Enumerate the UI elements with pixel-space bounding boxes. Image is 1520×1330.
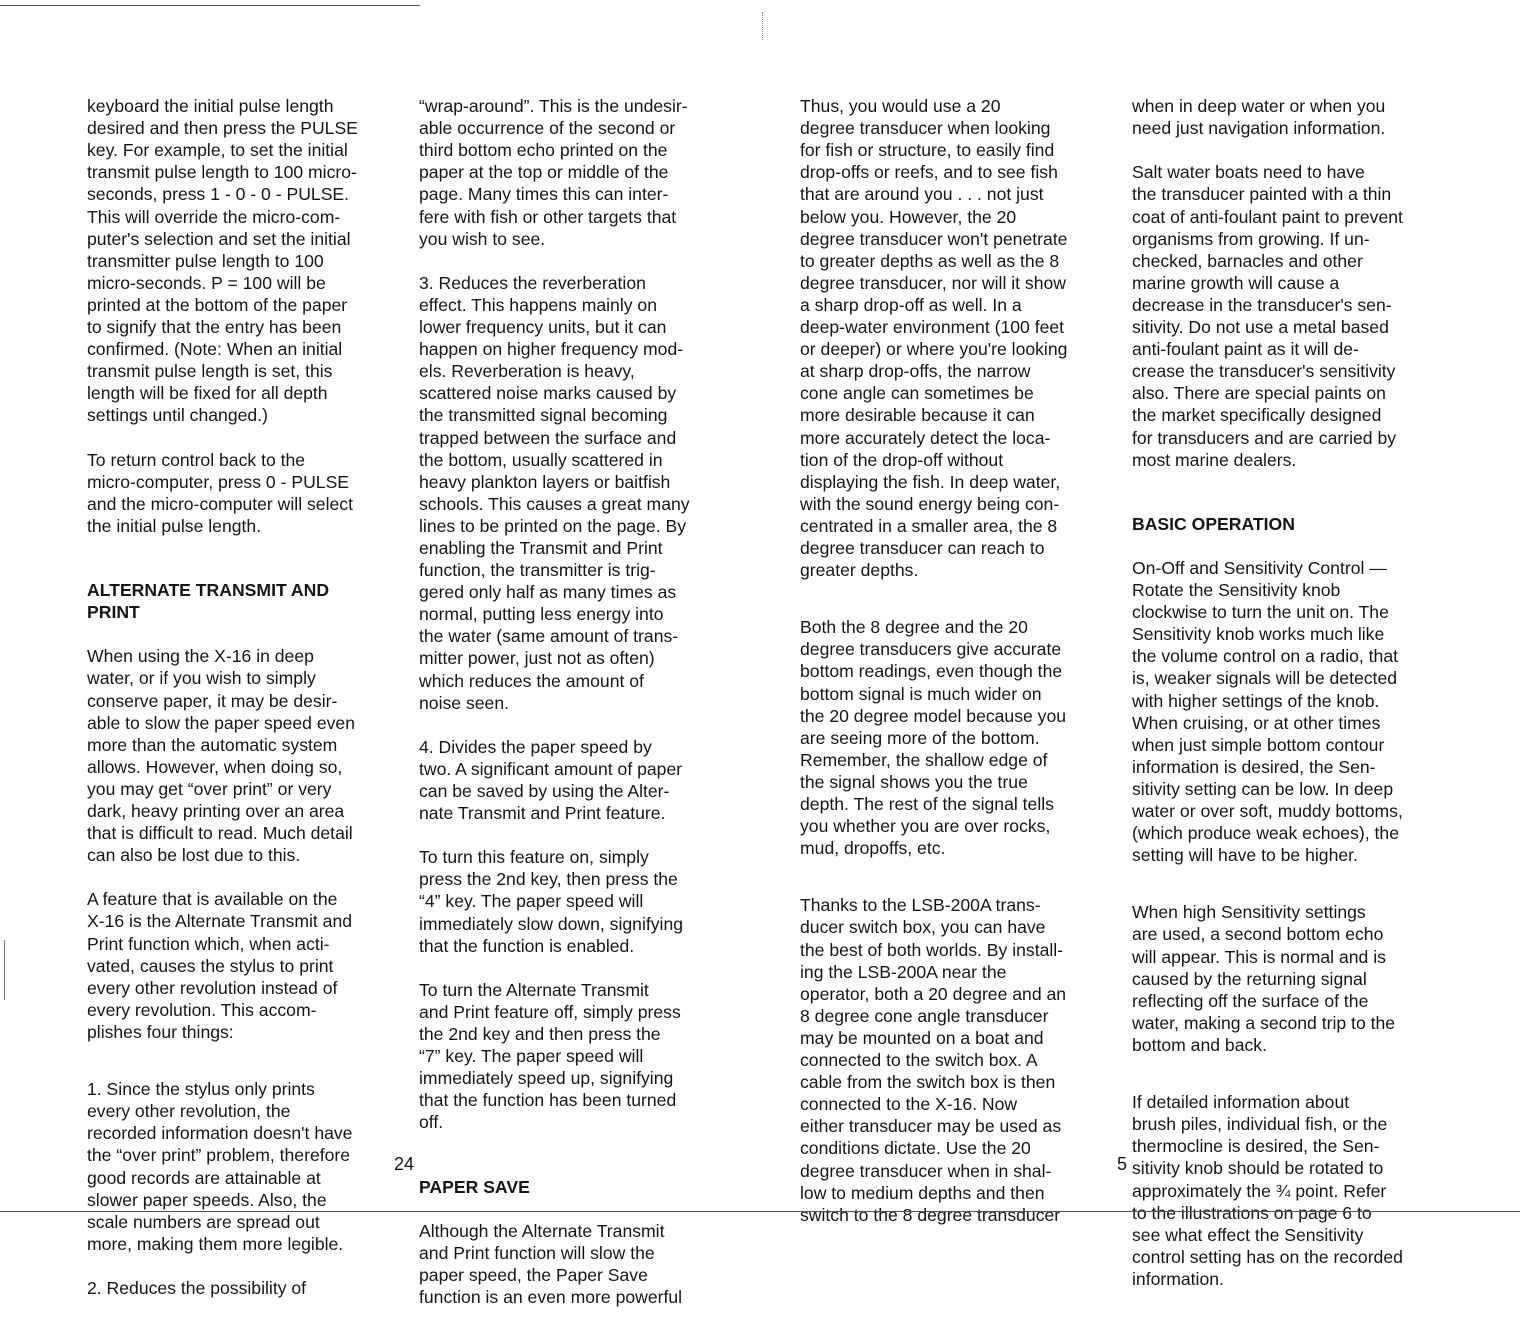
paragraph-pulse-length: keyboard the initial pulse length desired and then press the PULSE key. For example, to set the initial transmit pulse length to 100 micro- seconds, press 1 - 0 - 0 - PULSE. This will override the micro-com- puter's selection and set the initial transmitter pulse length to 100 micro-seconds. P = 100 will be printed at the bottom of the paper to signify that the entry has been confirmed. (Note: When an initial transmit pulse length is set, this length will be fixed for all depth settings until changed.) — [87, 96, 358, 426]
paragraph-paper-save: Although the Alternate Transmit and Print function will slow the paper speed, the Paper Save function is an even more powerful — [419, 1220, 683, 1308]
scan-edge-left — [4, 940, 5, 1000]
page-number-right: 5 — [1117, 1154, 1128, 1174]
paragraph-return-control: To return control back to the micro-computer, press 0 - PULSE and the micro-computer will select the initial pulse length. — [87, 449, 353, 536]
left-page-column-2 — [419, 73, 729, 1330]
paragraph-deep-water: When using the X-16 in deep water, or if you wish to simply conserve paper, it may be desir- able to slow the paper speed even more than the automatic system allows. However, when doing so, you may get “over print” or very dark, heavy printing over an area that is difficult to read. Much detail can also be lost due to this. — [87, 646, 356, 866]
paragraph-both-transducers: Both the 8 degree and the 20 degree transducers give accurate bottom readings, even though the bottom signal is much wider on the 20 degree model because you are seeing more of the bottom. Remember, the shallow edge of the signal shows you the true depth. The rest of the signal tells you whether you are over rocks, mud, dropoffs, etc. — [800, 617, 1067, 859]
paragraph-feature-available: A feature that is available on the X-16 is the Alternate Transmit and Print function which, when acti- vated, causes the stylus to print every other revolution instead of every revolution. This accom- plishes four things: — [87, 889, 353, 1042]
left-page-column-1 — [87, 73, 397, 1321]
page-number-left: 24 — [394, 1154, 415, 1174]
paragraph-item-4: 4. Divides the paper speed by two. A significant amount of paper can be saved by using the Alter- nate Transmit and Print feature. — [419, 736, 683, 824]
paragraph-item-1: 1. Since the stylus only prints every other revolution, the recorded information doesn't have the “over print” problem, therefore good records are attainable at slower paper speeds. Also, the scale numbers are spread out more, making them more legible. — [87, 1079, 353, 1254]
paragraph-switch-box: Thanks to the LSB-200A trans- ducer switch box, you can have the best of both worlds. By install- ing the LSB-200A near the operator, both a 20 degree and an 8 degree cone angle transducer may be mounted on a boat and connected to the switch box. A cable from the switch box is then connected to the X-16. Now either transducer may be used as conditions dictate. Use the 20 degree transducer when in shal- low to medium depths and then switch to the 8 degree transducer — [800, 895, 1067, 1225]
paragraph-wrap-around: “wrap-around”. This is the undesir- able occurrence of the second or third bottom echo printed on the paper at the top or middle of the page. Many times this can inter- fere with fish or other targets that you wish to see. — [419, 96, 688, 249]
right-page-column-2 — [1132, 73, 1442, 1312]
right-page-column-1 — [800, 73, 1110, 1248]
paragraph-item-3: 3. Reduces the reverberation effect. This happens mainly on lower frequency units, but it can happen on higher frequency mod- els. Reverberation is heavy, scattered noise marks caused by the transmitted signal becoming trapped between the surface and the bottom, usually scattered in heavy plankton layers or baitfish schools. This causes a great many lines to be printed on the page. By enabling the Transmit and Print function, the transmitter is trig- gered only half as many times as normal, putting less energy into the water (same amount of trans- mitter power, just not as often) which reduces the amount of noise seen. — [419, 272, 690, 713]
heading-alternate-transmit: ALTERNATE TRANSMIT AND PRINT — [87, 580, 330, 623]
scan-edge-bottom — [0, 1211, 1520, 1212]
heading-basic-operation: BASIC OPERATION — [1132, 513, 1295, 534]
scan-edge-top — [0, 5, 420, 6]
page-fold-mark — [762, 12, 763, 40]
paragraph-item-2-start: 2. Reduces the possibility of — [87, 1277, 307, 1298]
paragraph-20-degree: Thus, you would use a 20 degree transducer when looking for fish or structure, to easily find drop-offs or reefs, and to see fish that are around you . . . not just below you. However, the 20 degree transducer won't penetrate to greater depths as well as the 8 degree transducer, nor will it show a sharp drop-off as well. In a deep-water environment (100 feet or deeper) or where you're looking at sharp drop-offs, the narrow cone angle can sometimes be more desirable because it can more accurately detect the loca- tion of the drop-off without displaying the fish. In deep water, with the sound energy being con- centrated in a smaller area, the 8 degree transducer can reach to greater depths. — [800, 96, 1068, 581]
paragraph-second-echo: When high Sensitivity settings are used, a second bottom echo will appear. This is normal and is caused by the returning signal reflecting off the surface of the water, making a second trip to the bottom and back. — [1132, 902, 1396, 1055]
paragraph-sensitivity-control: On-Off and Sensitivity Control — Rotate the Sensitivity knob clockwise to turn the unit on. The Sensitivity knob works much like the volume control on a radio, that is, weaker signals will be detected with higher settings of the knob. When cruising, or at other times when just simple bottom contour information is desired, the Sen- sitivity setting can be low. In deep water or over soft, muddy bottoms, (which produce weak echoes), the setting will have to be higher. — [1132, 557, 1403, 866]
heading-paper-save: PAPER SAVE — [419, 1176, 530, 1197]
paragraph-salt-water: Salt water boats need to have the transducer painted with a thin coat of anti-foulant paint to prevent organisms from growing. If un- checked, barnacles and other marine growth will cause a decrease in the transducer's sen- sitivity. Do not use a metal based anti-foulant paint as it will de- crease the transducer's sensitivity also. There are special paints on the market specifically designed for transducers and are carried by most marine dealers. — [1132, 162, 1403, 470]
paragraph-detailed-info: If detailed information about brush piles, individual fish, or the thermocline is desired, the Sen- sitivity knob should be rotated to approximately the ¾ point. Refer to the illustrations on page 6 to see what effect the Sensitivity control setting has on the recorded information. — [1132, 1092, 1403, 1289]
paragraph-deep-water-nav: when in deep water or when you need just navigation information. — [1132, 96, 1386, 139]
paragraph-turn-off: To turn the Alternate Transmit and Print feature off, simply press the 2nd key and then press the “7” key. The paper speed will immediately speed up, signifying that the function has been turned off. — [419, 979, 681, 1133]
paragraph-turn-on: To turn this feature on, simply press the 2nd key, then press the “4” key. The paper speed will immediately slow down, signifying that the function is enabled. — [419, 847, 684, 956]
